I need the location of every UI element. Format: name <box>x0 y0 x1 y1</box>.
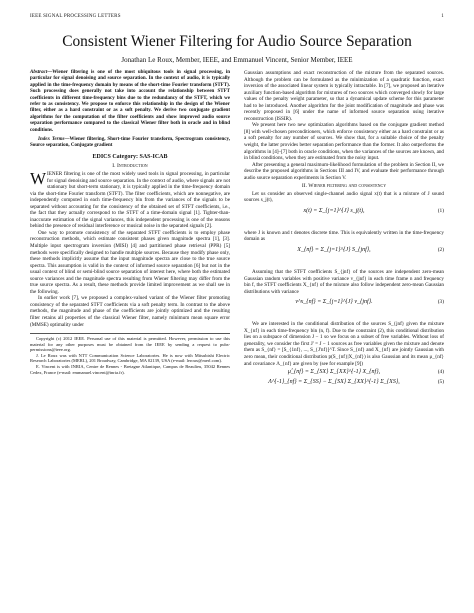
intro-paragraph-1-text: IENER filtering is one of the most widely used tools in signal processing, in particular for signal denoising and source separation. In the context of audio, where signals are not stationary but short-term stationary, it is typically applied in the time-frequency domain via the short-time Fourier transform (STFT). The filter coefficients, which are nonnegative, are independently computed in each time-frequency bin from the variances of the signals to be separated without accounting for the consistency of the obtained set of STFT coefficients, i.e., the fact that they actually correspond to the STFT of a time-domain signal [1]. Tighter-than-inaccurate estimation of the signal variances, this independent processing is one of the reasons behind the presence of residual interference or musical noise in the separated signals [2]. <box>30 170 230 230</box>
edics-category: EDICS Category: SAS-ICAB <box>92 153 168 160</box>
equation-1-number: (1) <box>437 207 444 214</box>
running-head-journal: IEEE SIGNAL PROCESSING LETTERS <box>30 14 121 19</box>
right-paragraph-7: We are interested in the conditional distribution of the sources S_{jnf} given the mixture X_{nf} in each time-frequency bin (n, f). Due to the constraint (2), this conditional distribution lies on a subspace of dimension J − 1 so we focus on a subset of free variables. Without loss of generality, we consider the first J' = J − 1 sources as free variables given the mixture and denote them as S_{nf} = [S_{1nf}, ..., S_{J'nf}]^T. Since S_{nf} and X_{nf} are jointly Gaussian with zero mean, their conditional distribution p(S_{nf}|X_{nf}) is also Gaussian and its mean μ_{nf} and covariance Λ_{nf} are given by (see for example [9]) <box>244 321 444 367</box>
section-heading-model: II. Wiener filtering and consistency <box>301 183 387 190</box>
right-paragraph-6: Assuming that the STFT coefficients S_{jnf} of the sources are independent zero-mean Gaussian random variables with positive variance v_{jnf} in each time frame n and frequency bin f, the STFT coefficients X_{nf} of the mixture also follow independent zero-mean Gaussian distributions with variance <box>244 269 444 295</box>
abstract-lead: Abstract <box>30 70 48 75</box>
paper-authors: Jonathan Le Roux, Member, IEEE, and Emmanuel Vincent, Senior Member, IEEE <box>121 56 353 64</box>
equation-3-body: v^x_{nf} = Σ_{j=1}^{J} v_{jnf}. <box>295 299 373 306</box>
equation-2-body: X_{nf} = Σ_{j=1}^{J} S_{jnf}, <box>297 247 371 254</box>
footnotes <box>30 333 230 375</box>
equation-4 <box>244 368 444 377</box>
equation-4-body: μ̂_{nf} = Σ_{SX} Σ_{XX}^{-1} X_{nf}, <box>287 369 381 376</box>
section-heading-intro: I. Introduction <box>112 163 148 170</box>
running-head <box>30 14 444 22</box>
index-terms <box>30 137 230 150</box>
equation-2-number: (2) <box>437 247 444 254</box>
footnote-author-2: E. Vincent is with INRIA, Centre de Rennes - Bretagne Atlantique, Campus de Beaulieu, 35042 Rennes Cedex, France (e-mail: emmanuel.vincent@inria.fr). <box>30 364 230 375</box>
equation-4-number: (4) <box>437 369 444 376</box>
equation-3 <box>244 298 444 318</box>
equation-1-body: x(t) = Σ_{j=1}^{J} s_j(t), <box>303 207 365 214</box>
footnote-author-1: J. Le Roux was with NTT Communication Science Laboratories. He is now with Mitsubishi Electric Research Laboratories (MERL), 201 Broadway, Cambridge, MA 02139, USA (e-mail: leroux@merl.com). <box>30 352 230 364</box>
index-terms-text: —Wiener filtering, Short-time Fourier transform, Spectrogram consistency, Source separation, Conjugate gradient <box>30 137 230 149</box>
index-terms-lead: Index Terms <box>38 137 65 143</box>
equation-5 <box>244 378 444 387</box>
right-column <box>244 70 444 388</box>
footnote-copyright: Copyright (c) 2012 IEEE. Personal use of this material is permitted. However, permission to use this material for any other purposes must be obtained from the IEEE by sending a request to pubs-permissions@ieee.org. <box>30 336 230 353</box>
abstract-text: —Wiener filtering is one of the most ubiquitous tools in signal processing, in particular for signal denoising and source separation. In the context of audio, it is typically applied in the time-frequency domain by means of the short-time Fourier transform (STFT). Such processing does generally not take into account the relationship between STFT coefficients in different time-frequency bins due to the redundancy of the STFT, which we refer to as consistency. We propose to enforce this relationship in the design of the Wiener filter, either as a hard constraint or as a soft penalty. We derive two conjugate gradient algorithms for the computation of the filter coefficients and show improved audio source separation performance compared to the classical Wiener filter both in oracle and in blind conditions. <box>30 70 230 133</box>
right-paragraph-1: Gaussian assumptions and exact reconstruction of the mixture from the separated sources. Although the problem can be formulated as the minimization of a quadratic function, exact inversion of the associated linear system is typically intractable. In [7], we proposed an iterative auxiliary function-based algorithm for mixtures of two sources which converged slowly for large values of the penalty weight parameter, so that a dynamical update scheme for this parameter had to be introduced. Another algorithm for the joint modification of magnitude and phase was recently proposed in [6] under the name of informed source separation using iterative reconstruction (ISSIR). <box>244 70 444 122</box>
abstract <box>30 70 230 134</box>
equation-5-body: Λ^{-1}_{nf} = Σ_{SS} − Σ_{SX} Σ_{XX}^{-1} Σ_{XS}, <box>268 379 400 386</box>
left-column <box>30 70 230 375</box>
equation-5-number: (5) <box>437 379 444 386</box>
drop-cap: W <box>30 168 47 188</box>
right-paragraph-3: After presenting a general maximum-likelihood formulation of the problem in Section II, we describe the proposed algorithms in Sections III and IV, and evaluate their performance through audio source separation experiments in Section V. <box>244 161 444 181</box>
right-paragraph-5: where J is known and t denotes discrete time. This is equivalently written in the time-frequency domain as <box>244 229 444 243</box>
right-paragraph-2: We present here two new optimization algorithms based on the conjugate gradient method [8] with well-chosen preconditioners, which enforce consistency either as a hard constraint or as a soft penalty for any number of sources. We show that, for a suitable choice of the penalty weight, the latter provides better separation performance than the former. It also outperforms the algorithms in [4]–[7] both in oracle conditions, when the variances of the sources are known, and in blind conditions, when they are estimated from the noisy input. <box>244 122 444 162</box>
paper-title: Consistent Wiener Filtering for Audio Source Separation <box>62 33 412 50</box>
equation-3-number: (3) <box>437 299 444 306</box>
intro-paragraph-1 <box>30 168 230 230</box>
equation-1 <box>244 207 444 227</box>
equation-2 <box>244 246 444 266</box>
intro-paragraph-3: In earlier work [7], we proposed a complex-valued variant of the Wiener filter promoting consistency of the separated STFT coefficients via a soft penalty term. In contrast to the above methods, the magnitude and phase of the coefficients are jointly optimized and the resulting filter retains all properties of the classical Wiener filter, namely minimum mean square error (MMSE) optimality under <box>30 295 230 328</box>
intro-paragraph-2: One way to promote consistency of the separated STFT coefficients is to employ phase reconstruction methods, which estimate consistent phases given magnitude spectra [1], [3]. Multiple input spectrogram inversion (MISI) [4] and partitioned phase retrieval (PPR) [5] methods were specifically designed to handle multiple sources. Because they modify phase only, these methods implicitly assume that the input magnitude spectra are close to the true source spectra. This assumption is valid in the context of informed source separation [6] but not in the usual context of blind or semi-blind source separation of interest here, where both the estimated source variances and the magnitude spectra resulting from Wiener filtering may differ from the true source spectra. As a result, these methods provide limited improvement as we shall see in the following. <box>30 229 230 295</box>
page-number: 1 <box>441 14 444 19</box>
right-paragraph-4: Let us consider an observed single-channel audio signal x(t) that is a mixture of J sound sources s_j(t), <box>244 190 444 204</box>
